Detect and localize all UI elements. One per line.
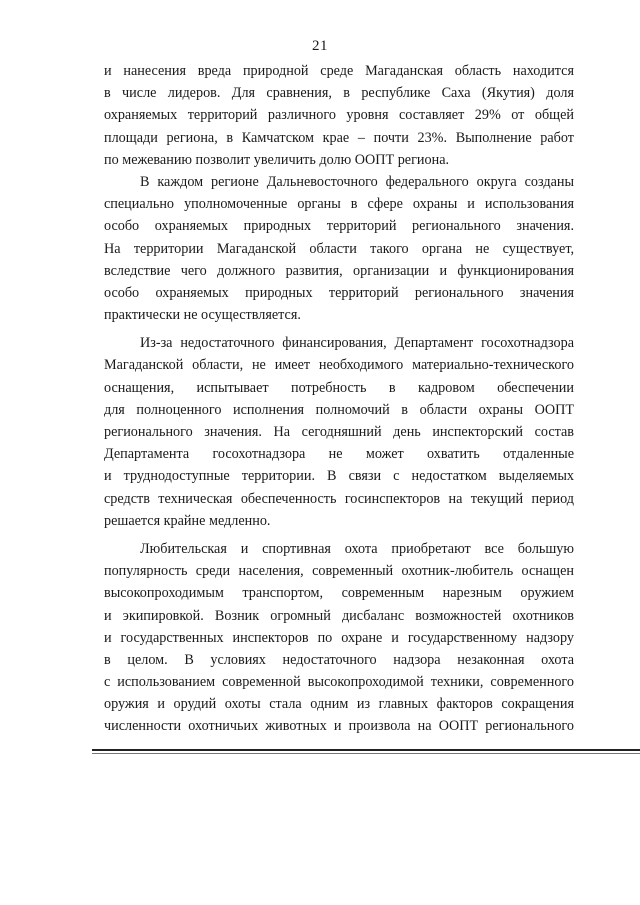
text-line: и экипировкой. Возник огромный дисбаланс возможностей охотников	[104, 607, 574, 624]
text-line: охраняемых территорий различного уровня составляет 29% от общей	[104, 107, 574, 124]
body-text	[104, 60, 574, 738]
text-line: и нанесения вреда природной среде Магаданская область находится	[104, 63, 574, 79]
text-line: На территории Магаданской области такого органа не существует,	[104, 240, 574, 257]
text-line: специально уполномоченные органы в сфере охраны и использования	[104, 196, 574, 213]
text-line: в числе лидеров. Для сравнения, в республике Саха (Якутия) доля	[104, 85, 574, 102]
text-line: и труднодоступные территории. В связи с недостатком выделяемых	[104, 468, 574, 485]
text-line: особо охраняемых природных территорий регионального значения.	[104, 218, 574, 235]
text-line: для полноценного исполнения полномочий в области охраны ООПТ	[104, 401, 574, 418]
text-line: оружия и орудий охоты стала одним из главных факторов сокращения	[104, 696, 574, 713]
page-bottom-rule	[92, 749, 640, 751]
text-line: Любительская и спортивная охота приобретают все большую	[140, 540, 574, 557]
text-line: в целом. В условиях недостаточного надзора незаконная охота	[104, 651, 574, 668]
text-line: с использованием современной высокопроходимой техники, современного	[104, 674, 574, 691]
text-line: и государственных инспекторов по охране и государственному надзору	[104, 629, 574, 646]
text-line: практически не осуществляется.	[104, 307, 301, 324]
text-line: решается крайне медленно.	[104, 512, 271, 529]
text-line: Департамента госохотнадзора не может охватить отдаленные	[104, 446, 574, 463]
text-line: вследствие чего должного развития, организации и функционирования	[104, 262, 574, 279]
page-bottom-rule-thin	[92, 753, 640, 754]
text-line: площади региона, в Камчатском крае – почти 23%. Выполнение работ	[104, 129, 574, 146]
text-line: популярность среди населения, современный охотник-любитель оснащен	[104, 563, 574, 580]
text-line: Из-за недостаточного финансирования, Департамент госохотнадзора	[140, 335, 574, 352]
text-line: оснащения, испытывает потребность в кадровом обеспечении	[104, 379, 574, 396]
text-line: В каждом регионе Дальневосточного федерального округа созданы	[140, 173, 574, 190]
text-line: средств техническая обеспеченность госинспекторов на текущий период	[104, 490, 574, 507]
page-number: 21	[312, 38, 328, 54]
text-line: по межеванию позволит увеличить долю ООПТ региона.	[104, 151, 450, 168]
text-line: Магаданской области, не имеет необходимого материально-технического	[104, 357, 574, 374]
text-line: особо охраняемых природных территорий регионального значения	[104, 284, 574, 301]
text-line: регионального значения. На сегодняшний день инспекторский состав	[104, 424, 574, 440]
text-line: численности охотничьих животных и произвола на ООПТ регионального	[104, 718, 574, 735]
text-line: высокопроходимым транспортом, современным нарезным оружием	[104, 585, 574, 602]
